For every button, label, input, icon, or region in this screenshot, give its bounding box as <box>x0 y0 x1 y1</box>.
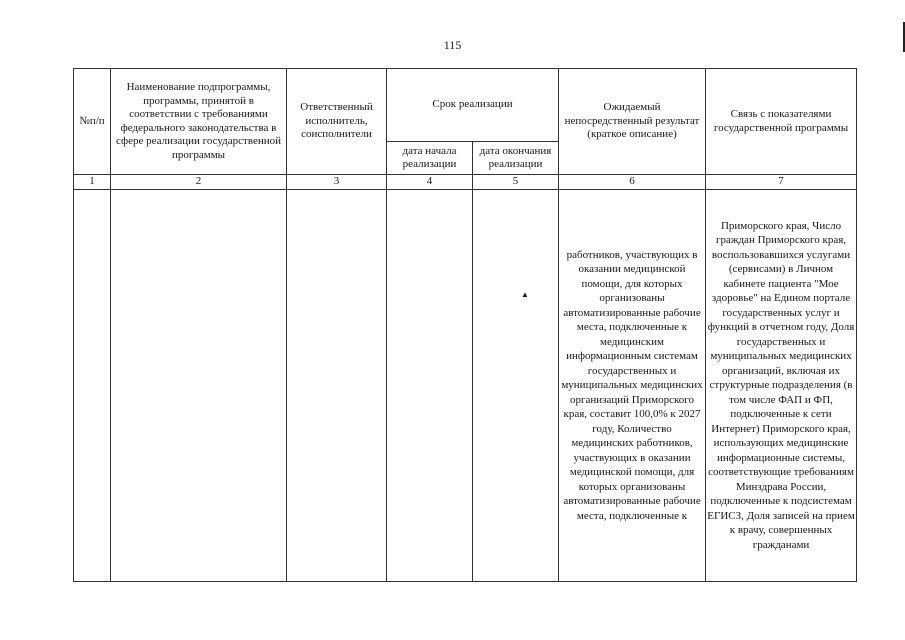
header-link: Связь с показателями государственной программы <box>706 69 857 175</box>
page-number: 115 <box>443 38 462 52</box>
link-text: Приморского края, Число граждан Приморского края, воспользовавшихся услугами (сервисами) в Личном кабинете пациента "Мое здоровье" на Едином портале государственных услуг и функций в отчетном году, Доля государственных и муниципальных медицинских организаций, включая их структурные подразделения (в том числе ФАП и ФП, подключенные к сети Интернет) Приморского края, использующих медицинские информационные системы, соответствующие требованиям Минздрава России, подключенные к подсистемам ЕГИСЗ, Доля записей на прием к врачу, совершенных гражданами <box>707 219 855 551</box>
result-text: работников, участвующих в оказании медицинской помощи, для которых организованы автоматизированные рабочие места, подключенные к медицинским информационным системам государственных и муниципальных медицинских организаций Приморского края, составит 100,0% к 2027 году, Количество медицинских работников, участвующих в оказании медицинской помощи, для которых организованы автоматизированные рабочие места, подключенные к <box>561 248 703 522</box>
column-number: 3 <box>287 175 387 190</box>
column-number: 4 <box>387 175 473 190</box>
header-executor: Ответственный исполнитель, соисполнители <box>287 69 387 175</box>
column-number: 7 <box>706 175 857 190</box>
header-name: Наименование подпрограммы, программы, принятой в соответствии с требованиями федерального законодательства в сфере реализации государственной программы <box>111 69 287 175</box>
header-num: №п/п <box>74 69 111 175</box>
cell-start <box>387 189 473 581</box>
cell-num <box>74 189 111 581</box>
table-row <box>74 189 857 581</box>
header-start: дата начала реализации <box>387 142 473 175</box>
cell-name <box>111 189 287 581</box>
cell-result <box>559 189 706 581</box>
scan-artifact-dot: ▲ <box>521 290 529 299</box>
column-number: 5 <box>473 175 559 190</box>
header-period: Срок реализации <box>387 69 559 142</box>
header-result: Ожидаемый непосредственный результат (краткое описание) <box>559 69 706 175</box>
program-table <box>73 68 857 582</box>
column-number: 1 <box>74 175 111 190</box>
cell-executor <box>287 189 387 581</box>
cell-end <box>473 189 559 581</box>
header-row <box>74 69 857 142</box>
column-number: 6 <box>559 175 706 190</box>
cell-link <box>706 189 857 581</box>
column-number-row <box>74 175 857 190</box>
header-end: дата окончания реализации <box>473 142 559 175</box>
column-number: 2 <box>111 175 287 190</box>
